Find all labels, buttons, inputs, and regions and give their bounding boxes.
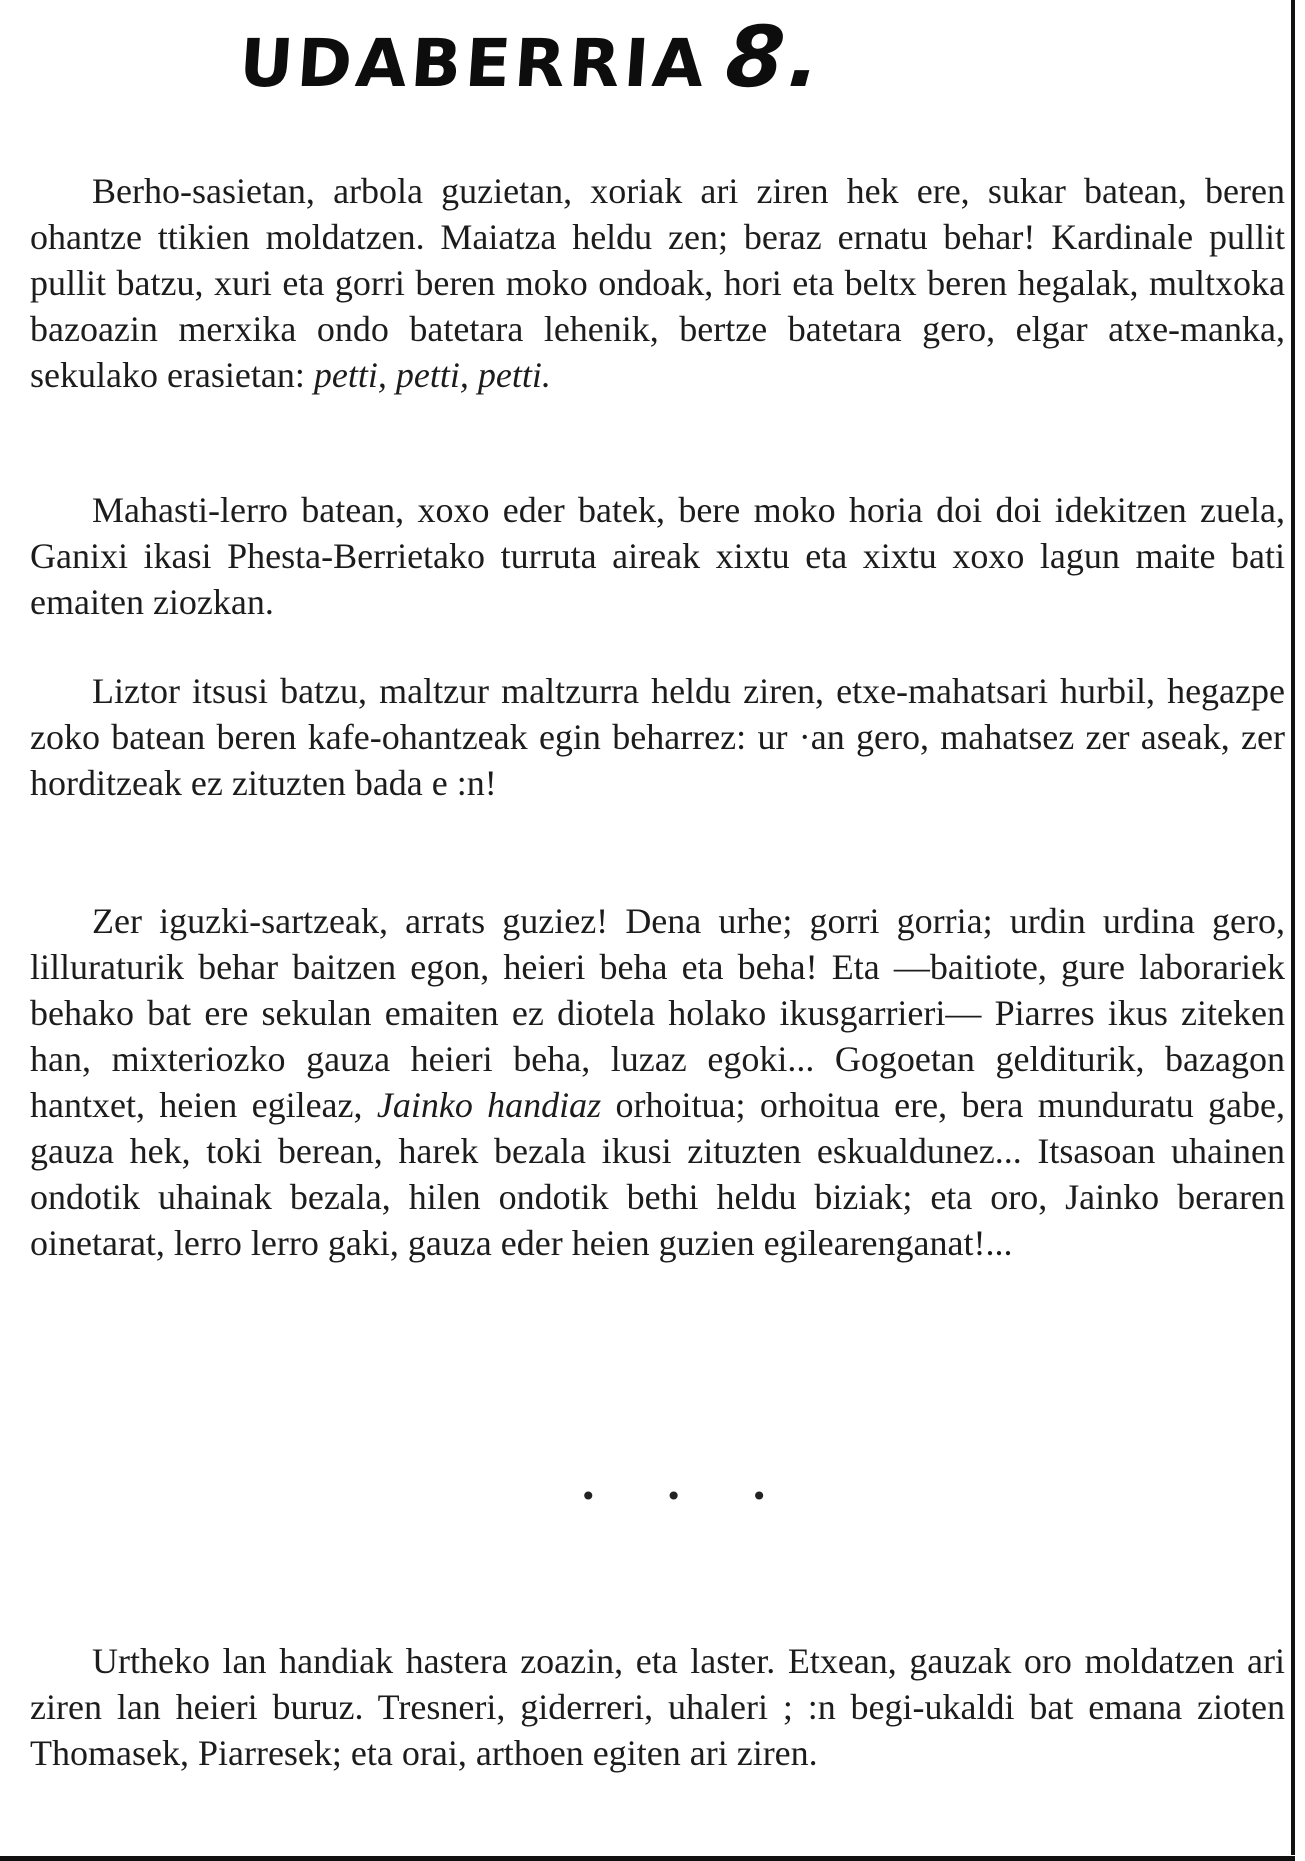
paragraph-5: [30, 1638, 1285, 1776]
paragraph-2: [30, 487, 1285, 625]
paragraph-1: [30, 168, 1285, 398]
chapter-title: UDABERRIA: [236, 25, 711, 102]
paragraph-4-text-start: Zer iguzki-sartzeak, arrats guziez! Dena urhe; gorri gorria; urdin urdina gero, lilluraturik behar baitzen egon, heieri beha eta beha! Eta —baitiote, gure laborariek behako bat ere sekulan emaiten ez diotela holako ikusgarrieri— Piarres ikus ziteken han, mixteriozko gauza heieri beha, luzaz egoki... Gogoetan gelditurik, bazagon hantxet, heien egileaz,: [30, 901, 1285, 1125]
bottom-border-line: [0, 1856, 1295, 1861]
paragraph-3-text: Liztor itsusi batzu, maltzur maltzurra heldu ziren, etxe-mahatsari hurbil, hegazpe zoko batean beren kafe-ohantzeak egin beharrez: ur ·an gero, mahatsez zer aseak, zer horditzeak ez zituzten bada e :n!: [30, 671, 1285, 803]
paragraph-3: [30, 668, 1285, 806]
paragraph-4-italic: Jainko handiaz: [376, 1085, 602, 1125]
paragraph-1-italic: petti, petti, petti.: [313, 355, 551, 395]
paragraph-1-text: Berho-sasietan, arbola guzietan, xoriak ari ziren hek ere, sukar batean, beren ohantze ttikien moldatzen. Maiatza heldu zen; beraz ernatu behar! Kardinale pullit pullit batzu, xuri eta gorri beren moko ondoak, hori eta beltx beren hegalak, multxoka bazoazin merxika ondo batetara lehenik, bertze batetara gero, elgar atxe-manka, sekulako erasietan:: [30, 171, 1285, 395]
paragraph-5-text: Urtheko lan handiak hastera zoazin, eta laster. Etxean, gauzak oro moldatzen ari ziren lan heieri buruz. Tresneri, giderreri, uhaleri ; :n begi-ukaldi bat emana zioten Thomasek, Piarresek; eta orai, arthoen egiten ari ziren.: [30, 1641, 1285, 1773]
paragraph-4-text-end: orhoitua; orhoitua ere, bera munduratu gabe, gauza hek, toki berean, harek bezala ikusi zituzten eskualdunez... Itsasoan uhainen ondotik uhainak bezala, hilen ondotik bethi heldu biziak; eta oro, Jainko beraren oinetarat, lerro lerro gaki, gauza eder heien guzien egilearenganat!...: [30, 1085, 1285, 1263]
section-separator: • • •: [580, 1480, 798, 1513]
chapter-number: 8.: [722, 8, 828, 106]
paragraph-4: [30, 898, 1285, 1266]
paragraph-2-text: Mahasti-lerro batean, xoxo eder batek, bere moko horia doi doi idekitzen zuela, Ganixi ikasi Phesta-Berrietako turruta aireak xixtu eta xixtu xoxo lagun maite bati emaiten ziozkan.: [30, 490, 1285, 622]
chapter-heading: [237, 8, 828, 106]
right-border-line: [1291, 0, 1295, 1855]
